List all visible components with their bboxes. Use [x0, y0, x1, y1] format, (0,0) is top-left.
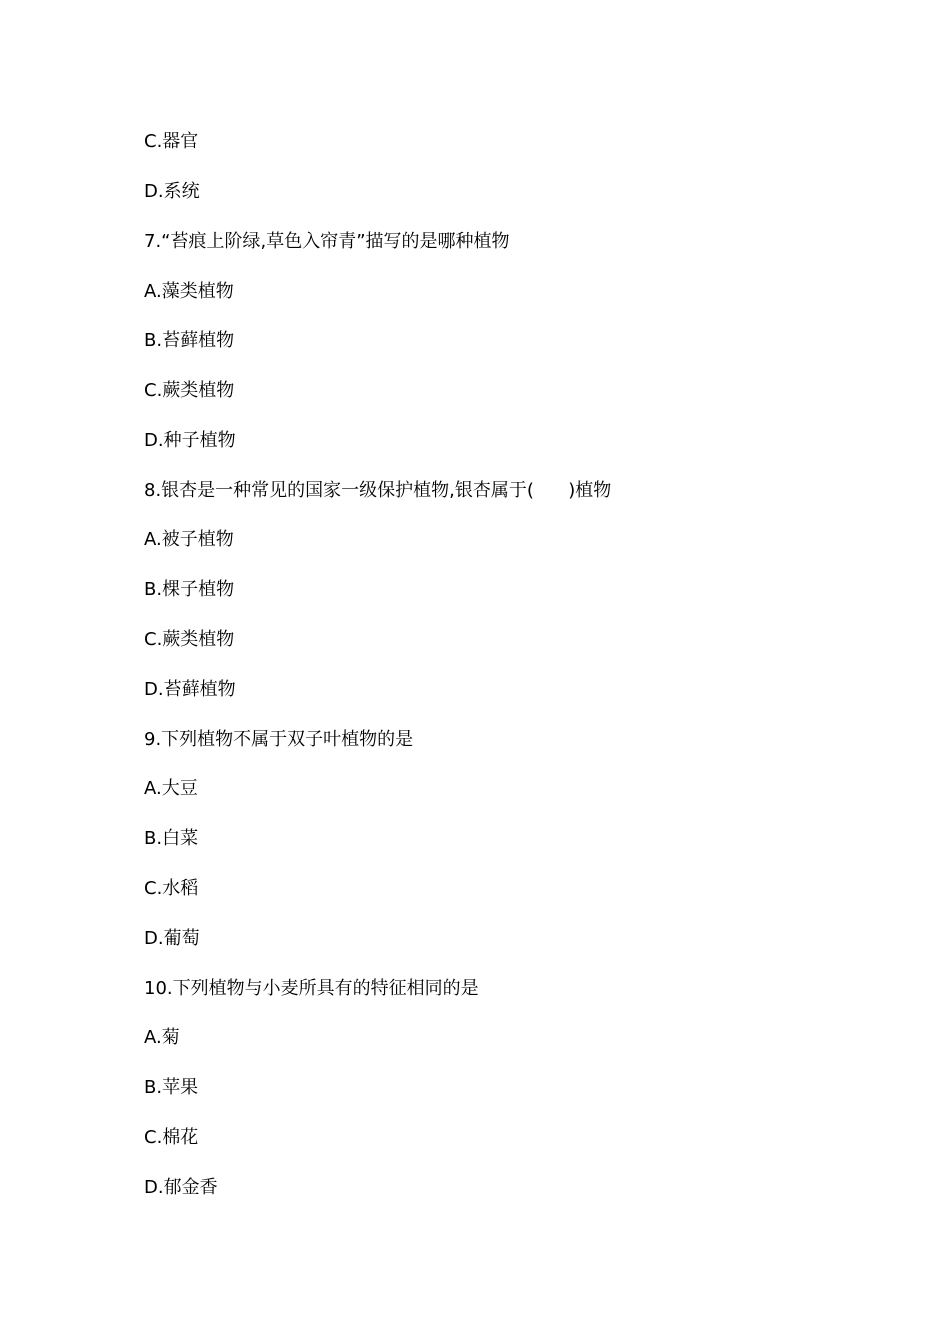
question-10: 10.下列植物与小麦所具有的特征相同的是 [144, 978, 479, 999]
q10-option-b: B.苹果 [144, 1077, 199, 1098]
q10-option-d: D.郁金香 [144, 1177, 218, 1198]
q9-option-c: C.水稻 [144, 878, 199, 899]
q9-option-b: B.白菜 [144, 828, 199, 849]
q8-option-c: C.蕨类植物 [144, 629, 235, 650]
q7-option-b: B.苔藓植物 [144, 330, 235, 351]
q9-option-d: D.葡萄 [144, 928, 200, 949]
option-d-system: D.系统 [144, 181, 200, 202]
q8-option-a: A.被子植物 [144, 529, 234, 550]
q7-option-c: C.蕨类植物 [144, 380, 235, 401]
q8-option-d: D.苔藓植物 [144, 679, 236, 700]
q8-option-b: B.棵子植物 [144, 579, 235, 600]
question-9: 9.下列植物不属于双子叶植物的是 [144, 729, 414, 750]
question-8: 8.银杏是一种常见的国家一级保护植物,银杏属于( )植物 [144, 480, 612, 501]
option-c-organ: C.器官 [144, 131, 199, 152]
q10-option-a: A.菊 [144, 1027, 180, 1048]
q9-option-a: A.大豆 [144, 778, 198, 799]
question-7: 7.“苔痕上阶绿,草色入帘青”描写的是哪种植物 [144, 231, 510, 252]
q7-option-d: D.种子植物 [144, 430, 236, 451]
q10-option-c: C.棉花 [144, 1127, 199, 1148]
q7-option-a: A.藻类植物 [144, 281, 234, 302]
